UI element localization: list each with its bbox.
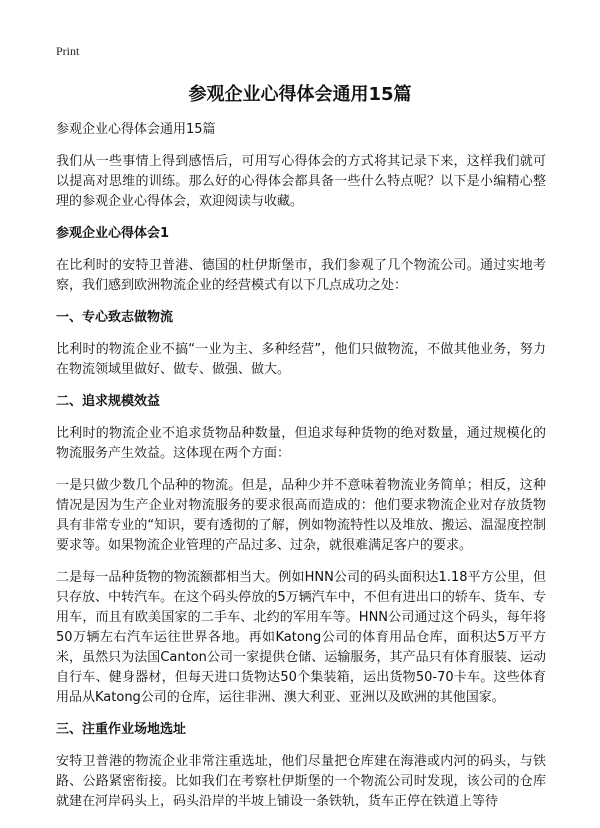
point3-heading: 三、注重作业场地选址: [56, 722, 187, 737]
point2-heading: 二、追求规模效益: [56, 394, 161, 409]
point3-paragraph: 安特卫普港的物流企业非常注重选址，他们尽量把仓库建在海港或内河的码头，与铁路、公路紧密衔接。比如我们在考察杜伊斯堡的一个物流公司时发现，该公司的仓库就建在河岸码头上，码头沿岸的半坡上铺设一条铁轨，货车正停在铁道上等待: [56, 754, 546, 809]
document-body: [56, 120, 546, 824]
section-heading: 参观企业心得体会1: [56, 226, 170, 241]
intro-paragraph: 我们从一些事情上得到感悟后，可用写心得体会的方式将其记录下来，这样我们就可以提高对思维的训练。那么好的心得体会都具备一些什么特点呢？以下是小编精心整理的参观企业心得体会，欢迎阅读与收藏。: [56, 154, 546, 209]
page-title: 参观企业心得体会通用15篇: [188, 84, 412, 105]
document-subtitle: 参观企业心得体会通用15篇: [56, 122, 216, 137]
print-link[interactable]: Print: [56, 44, 80, 58]
point2-paragraph: 比利时的物流企业不追求货物品种数量，但追求每种货物的绝对数量，通过规模化的物流服务产生效益。这体现在两个方面：: [56, 426, 546, 461]
point2-subparagraph-2: 二是每一品种货物的物流额都相当大。例如HNN公司的码头面积达1.18平方公里，但只存放、中转汽车。在这个码头停放的5万辆汽车中，不但有进出口的轿车、货车、专用车，而且有欧美国家的二手车、北约的军用车等。HNN公司通过这个码头，每年将50万辆左右汽车运往世界各地。再如Katong公司的体育用品仓库，面积达5万平方米，虽然只为法国Canton公司一家提供仓储、运输服务，其产品只有体育服装、运动自行车、健身器材，但每天进口货物达50个集装箱，运出货物50-70卡车。这些体育用品从Katong公司的仓库，运往非洲、澳大利亚、亚洲以及欧洲的其他国家。: [56, 570, 546, 705]
point1-paragraph: 比利时的物流企业不搞“一业为主、多种经营”，他们只做物流，不做其他业务，努力在物流领域里做好、做专、做强、做大。: [56, 342, 546, 377]
point1-heading: 一、专心致志做物流: [56, 310, 174, 325]
section-intro-paragraph: 在比利时的安特卫普港、德国的杜伊斯堡市，我们参观了几个物流公司。通过实地考察，我们感到欧洲物流企业的经营模式有以下几点成功之处：: [56, 258, 546, 293]
point2-subparagraph-1: 一是只做少数几个品种的物流。但是，品种少并不意味着物流业务简单；相反，这种情况是因为生产企业对物流服务的要求很高而造成的：他们要求物流企业对存放货物具有非常专业的“知识，要有透彻的了解，例如物流特性以及堆放、搬运、温湿度控制要求等。如果物流企业管理的产品过多、过杂，就很难满足客户的要求。: [56, 478, 546, 553]
